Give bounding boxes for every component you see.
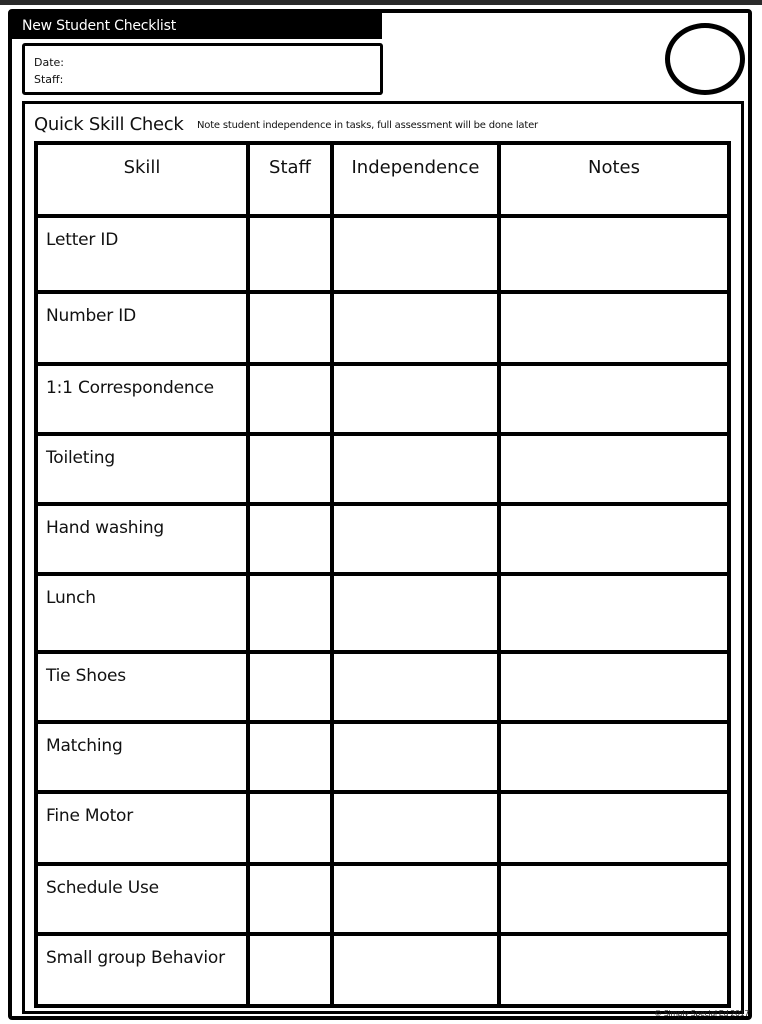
independence-cell[interactable] [332,722,499,792]
independence-cell[interactable] [332,292,499,364]
notes-cell[interactable] [499,216,729,292]
notes-cell[interactable] [499,864,729,934]
staff-field[interactable] [34,71,380,88]
skill-cell: Hand washing [36,504,248,574]
column-header-notes: Notes [499,143,729,216]
table-row [36,652,729,722]
section-note: Note student independence in tasks, full assessment will be done later [197,120,538,131]
independence-cell[interactable] [332,574,499,652]
notes-cell[interactable] [499,434,729,504]
staff-cell[interactable] [248,292,332,364]
skill-cell: Number ID [36,292,248,364]
top-edge-strip [0,0,762,5]
skill-cell: Tie Shoes [36,652,248,722]
table-header-row [36,143,729,216]
independence-cell[interactable] [332,216,499,292]
skill-check-table [34,141,731,1008]
staff-cell[interactable] [248,792,332,864]
table-row [36,216,729,292]
independence-cell[interactable] [332,364,499,434]
page-title: New Student Checklist [12,13,382,39]
table-row [36,292,729,364]
table-row [36,364,729,434]
date-label: Date: [34,56,64,69]
column-header-staff: Staff [248,143,332,216]
staff-cell[interactable] [248,434,332,504]
skill-cell: Matching [36,722,248,792]
skill-cell: Toileting [36,434,248,504]
table-row [36,434,729,504]
staff-cell[interactable] [248,652,332,722]
table-row [36,504,729,574]
photo-circle-icon [665,23,745,95]
notes-cell[interactable] [499,364,729,434]
copyright-notice: © Simply Special Ed 2017 [654,1009,750,1018]
notes-cell[interactable] [499,292,729,364]
table-row [36,792,729,864]
staff-cell[interactable] [248,722,332,792]
staff-cell[interactable] [248,504,332,574]
skill-cell: Fine Motor [36,792,248,864]
independence-cell[interactable] [332,434,499,504]
section-title: Quick Skill Check [34,114,184,135]
notes-cell[interactable] [499,652,729,722]
table-row [36,934,729,1006]
independence-cell[interactable] [332,792,499,864]
staff-cell[interactable] [248,864,332,934]
staff-cell[interactable] [248,364,332,434]
skill-cell: Small group Behavior [36,934,248,1006]
table-row [36,574,729,652]
notes-cell[interactable] [499,934,729,1006]
skill-cell: Schedule Use [36,864,248,934]
independence-cell[interactable] [332,934,499,1006]
staff-label: Staff: [34,73,64,86]
independence-cell[interactable] [332,864,499,934]
staff-cell[interactable] [248,934,332,1006]
independence-cell[interactable] [332,652,499,722]
notes-cell[interactable] [499,504,729,574]
column-header-skill: Skill [36,143,248,216]
student-info-box [22,43,383,95]
skill-cell: 1:1 Correspondence [36,364,248,434]
table-row [36,722,729,792]
notes-cell[interactable] [499,792,729,864]
date-field[interactable] [34,54,380,71]
skill-cell: Lunch [36,574,248,652]
independence-cell[interactable] [332,504,499,574]
staff-cell[interactable] [248,216,332,292]
skill-cell: Letter ID [36,216,248,292]
notes-cell[interactable] [499,722,729,792]
column-header-independence: Independence [332,143,499,216]
table-row [36,864,729,934]
notes-cell[interactable] [499,574,729,652]
staff-cell[interactable] [248,574,332,652]
